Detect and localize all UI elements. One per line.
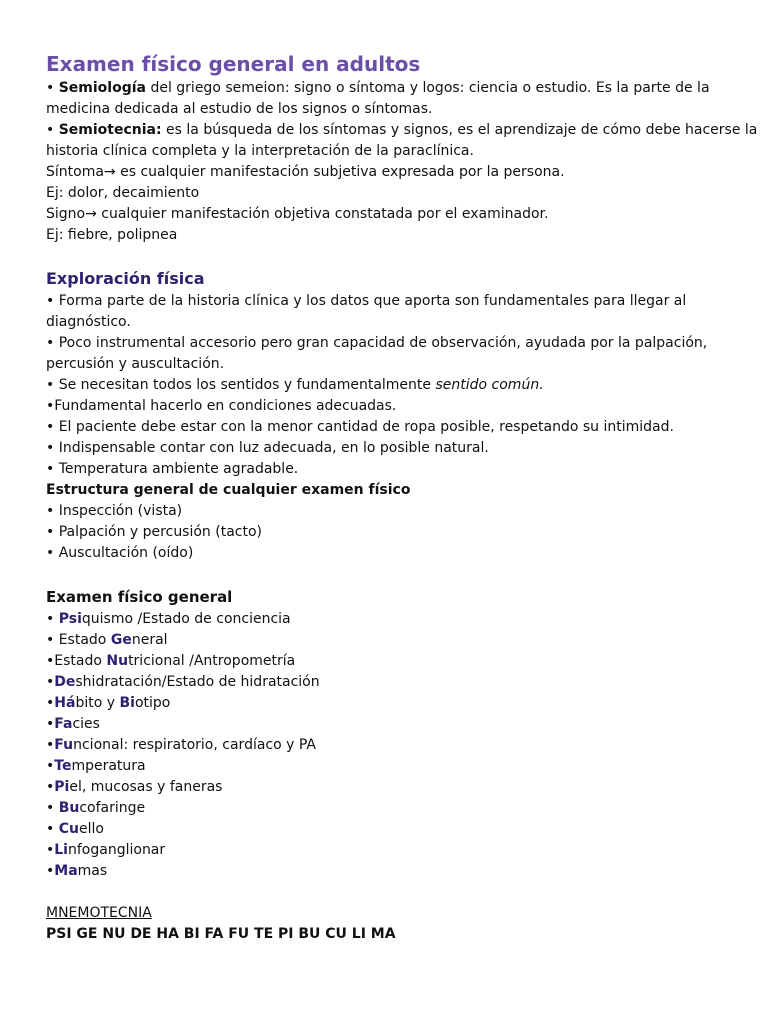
item-text: • Estado — [46, 632, 111, 648]
item-text: • — [46, 716, 55, 732]
item-text: • — [46, 863, 55, 879]
list-item — [46, 777, 722, 798]
exploracion-line-4: percusión y auscultación. — [46, 356, 225, 372]
intro-line-7: Signo→ cualquier manifestación objetiva constatada por el examinador. — [46, 206, 549, 222]
list-item — [46, 609, 722, 630]
intro-line-2: medicina dedicada al estudio de los signos o síntomas. — [46, 101, 433, 117]
term-semiologia: Semiología — [58, 80, 146, 96]
item-text: • — [46, 695, 55, 711]
mnemonic-syllable: Bi — [119, 695, 135, 711]
exploracion-line-8: • Indispensable contar con luz adecuada, en lo posible natural. — [46, 440, 489, 456]
term-semiotecnia: Semiotecnia: — [58, 122, 162, 138]
exploracion-line-6: •Fundamental hacerlo en condiciones adecuadas. — [46, 398, 397, 414]
intro-line-3 — [46, 120, 758, 141]
item-text: otipo — [134, 695, 171, 711]
exploracion-line-5 — [46, 375, 722, 396]
list-item — [46, 819, 722, 840]
mnemonic-syllable: Ma — [54, 863, 78, 879]
mnemo-label: MNEMOTECNIA — [46, 905, 152, 921]
exploracion-line-2: diagnóstico. — [46, 314, 131, 330]
intro-line-5: Síntoma→ es cualquier manifestación subjetiva expresada por la persona. — [46, 164, 565, 180]
mnemonic-syllable: De — [54, 674, 76, 690]
estructura-item-3: • Auscultación (oído) — [46, 545, 194, 561]
item-text: cies — [72, 716, 100, 732]
item-text: el, mucosas y faneras — [69, 779, 223, 795]
item-text: •Estado — [46, 653, 107, 669]
item-text: ncional: respiratorio, cardíaco y PA — [73, 737, 316, 753]
section-heading-examen: Examen físico general — [46, 588, 233, 606]
mnemonic-syllable: Ge — [110, 632, 132, 648]
intro-text-1: del griego semeion: signo o síntoma y logos: ciencia o estudio. Es la parte de la — [146, 80, 710, 96]
list-item — [46, 735, 722, 756]
mnemo-text: PSI GE NU DE HA BI FA FU TE PI BU CU LI MA — [46, 926, 396, 942]
mnemonic-syllable: Há — [54, 695, 76, 711]
item-text: • — [46, 737, 55, 753]
exploracion-line-7: • El paciente debe estar con la menor cantidad de ropa posible, respetando su intimidad. — [46, 419, 674, 435]
estructura-item-1: • Inspección (vista) — [46, 503, 183, 519]
item-text: tricional /Antropometría — [128, 653, 296, 669]
intro-line-1 — [46, 78, 722, 99]
item-text: bito y — [75, 695, 120, 711]
mnemonic-syllable: Cu — [58, 821, 79, 837]
mnemonic-syllable: Bu — [58, 800, 80, 816]
item-text: • — [46, 800, 59, 816]
mnemonic-syllable: Psi — [58, 611, 82, 627]
list-item — [46, 840, 722, 861]
list-item — [46, 630, 722, 651]
item-text: • — [46, 611, 59, 627]
item-text: mperatura — [71, 758, 146, 774]
item-text: • — [46, 758, 55, 774]
mnemonic-syllable: Nu — [106, 653, 129, 669]
list-item — [46, 861, 722, 882]
bullet: • — [46, 80, 59, 96]
examen-list — [46, 609, 722, 882]
item-text: shidratación/Estado de hidratación — [75, 674, 320, 690]
spacer — [46, 882, 722, 903]
exploracion-line-1: • Forma parte de la historia clínica y los datos que aporta son fundamentales para llegar al — [46, 293, 687, 309]
sentido-comun: sentido común. — [435, 377, 544, 393]
item-text: mas — [77, 863, 108, 879]
item-text: • — [46, 779, 55, 795]
item-text: neral — [131, 632, 168, 648]
mnemonic-syllable: Fa — [54, 716, 73, 732]
item-text: nfoganglionar — [68, 842, 166, 858]
item-text: cofaringe — [79, 800, 146, 816]
item-text: ello — [78, 821, 104, 837]
list-item — [46, 756, 722, 777]
item-text: • — [46, 674, 55, 690]
item-text: quismo /Estado de conciencia — [81, 611, 291, 627]
estructura-item-2: • Palpación y percusión (tacto) — [46, 524, 263, 540]
intro-line-8: Ej: fiebre, polipnea — [46, 227, 178, 243]
page-title: Examen físico general en adultos — [46, 52, 421, 76]
exploracion-text-5: • Se necesitan todos los sentidos y fundamentalmente — [46, 377, 436, 393]
intro-text-3: es la búsqueda de los síntomas y signos, es el aprendizaje de cómo debe hacerse la — [161, 122, 758, 138]
mnemonic-syllable: Li — [54, 842, 68, 858]
estructura-heading: Estructura general de cualquier examen físico — [46, 482, 411, 498]
list-item — [46, 693, 722, 714]
section-heading-exploracion: Exploración física — [46, 269, 205, 288]
list-item — [46, 714, 722, 735]
intro-line-4: historia clínica completa y la interpretación de la paraclínica. — [46, 143, 474, 159]
mnemonic-syllable: Te — [54, 758, 72, 774]
list-item — [46, 798, 722, 819]
exploracion-line-9: • Temperatura ambiente agradable. — [46, 461, 299, 477]
list-item — [46, 651, 722, 672]
item-text: • — [46, 842, 55, 858]
mnemonic-syllable: Fu — [54, 737, 74, 753]
intro-line-6: Ej: dolor, decaimiento — [46, 185, 200, 201]
bullet: • — [46, 122, 59, 138]
list-item — [46, 672, 722, 693]
exploracion-line-3: • Poco instrumental accesorio pero gran capacidad de observación, ayudada por la palpación, — [46, 335, 708, 351]
mnemonic-syllable: Pi — [54, 779, 70, 795]
item-text: • — [46, 821, 59, 837]
